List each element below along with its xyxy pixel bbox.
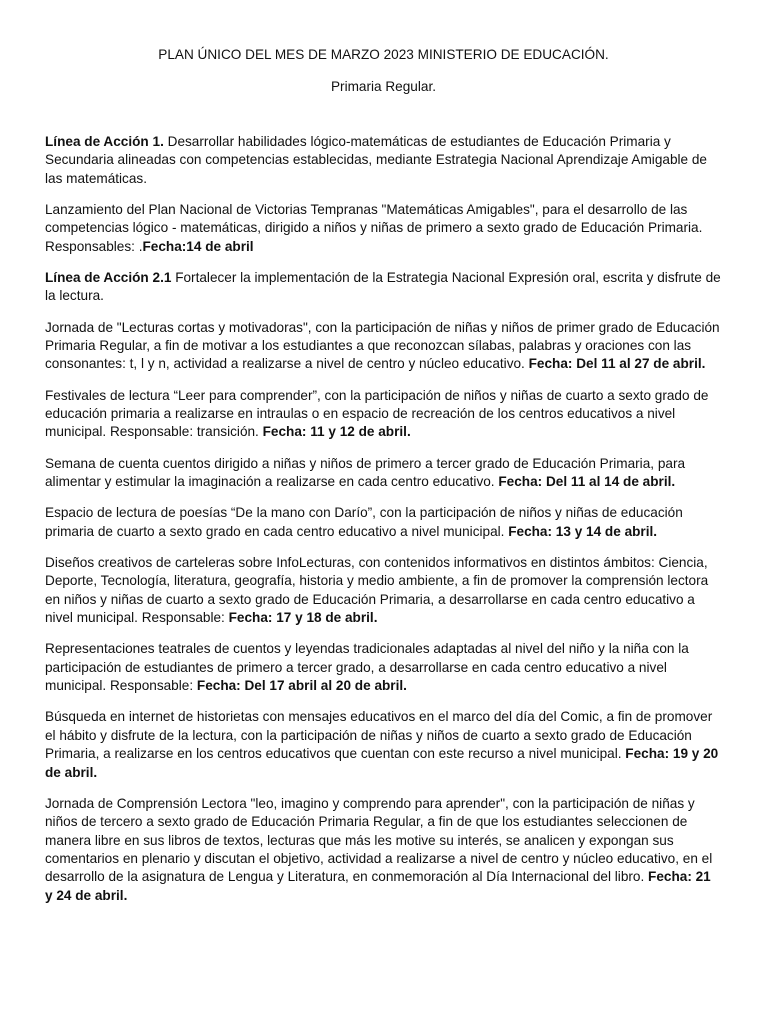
paragraph-cuenta-cuentos [45,455,722,492]
paragraph-body: Representaciones teatrales de cuentos y leyendas tradicionales adaptadas al nivel del niño y la niña con la participación de estudiantes de primero a tercer grado, a desarrollarse en cada centro educativo a nivel municipal. Responsable: [45,641,689,694]
paragraph-body: Espacio de lectura de poesías “De la mano con Darío”, con la participación de niños y niñas de educación primaria de cuarto a sexto grado en cada centro educativo a nivel municipal. [45,505,683,539]
paragraph-linea-accion-1 [45,133,722,188]
paragraph-body: Desarrollar habilidades lógico-matemáticas de estudiantes de Educación Primaria y Secundaria alineadas con competencias establecidas, mediante Estrategia Nacional Aprendizaje Amigable de las matemáticas. [45,134,707,186]
paragraph-representaciones-teatrales [45,640,722,695]
paragraph-date: Fecha: 21 y 24 de abril. [45,869,711,903]
paragraph-date: Fecha: 17 y 18 de abril. [228,610,378,626]
paragraph-lanzamiento-plan [45,201,722,256]
paragraph-linea-accion-2-1 [45,269,722,306]
paragraph-body: Jornada de Comprensión Lectora "leo, imagino y comprendo para aprender", con la participación de niñas y niños de tercero a sexto grado de Educación Primaria Regular, a fin de que los estudiantes seleccionen de manera libre en sus libros de textos, lecturas que más les motive su interés, se analicen y expongan sus comentarios en plenario y discutan el objetivo, actividad a realizarse a nivel de centro y núcleo educativo, en el desarrollo de la asignatura de Lengua y Literatura, en conmemoración al Día Internacional del libro. [45,795,713,885]
paragraph-body: Festivales de lectura “Leer para comprender”, con la participación de niños y niñas de cuarto a sexto grado de educación primaria a realizarse en intraulas o en espacio de recreación de los centros educativos a nivel municipal. Responsable: transición. [45,387,709,440]
document-content [45,133,722,905]
paragraph-body: Lanzamiento del Plan Nacional de Victorias Tempranas "Matemáticas Amigables", para el desarrollo de las competencias lógico - matemáticas, dirigido a niños y niñas de primero a sexto grado de Educación Primaria. Responsables: . [45,202,703,254]
paragraph-body: Jornada de "Lecturas cortas y motivadoras", con la participación de niñas y niños de primer grado de Educación Primaria Regular, a fin de motivar a los estudiantes a que reconozcan sílabas, palabras y oraciones con las consonantes: t, l y n, actividad a realizarse a nivel de centro y núcleo educativo. [45,319,720,372]
paragraph-comprension-lectora [45,795,722,905]
paragraph-date: Fecha:14 de abril [142,238,254,254]
paragraph-poesias-dario [45,504,722,541]
paragraph-date: Fecha: 11 y 12 de abril. [262,424,411,440]
paragraph-date: Fecha: Del 11 al 14 de abril. [498,474,676,490]
paragraph-date: Fecha: 13 y 14 de abril. [508,523,658,539]
document-title: PLAN ÚNICO DEL MES DE MARZO 2023 MINISTERIO DE EDUCACIÓN. [158,47,609,62]
paragraph-jornada-lecturas [45,319,722,374]
paragraph-date: Fecha: Del 11 al 27 de abril. [528,356,706,372]
paragraph-date: Fecha: 19 y 20 de abril. [45,746,719,780]
paragraph-festivales-lectura [45,387,722,442]
paragraph-historietas-comic [45,708,722,782]
paragraph-lead: Línea de Acción 1. [45,134,164,149]
paragraph-body: Semana de cuenta cuentos dirigido a niñas y niños de primero a tercer grado de Educación Primaria, para alimentar y estimular la imaginación a realizarse en cada centro educativo. [45,455,686,490]
paragraph-lead: Línea de Acción 2.1 [45,270,172,286]
paragraph-carteleras-infolecturas [45,554,722,628]
paragraph-date: Fecha: Del 17 abril al 20 de abril. [196,678,407,694]
paragraph-body: Fortalecer la implementación de la Estrategia Nacional Expresión oral, escrita y disfrute de la lectura. [45,270,721,304]
paragraph-body: Búsqueda en internet de historietas con mensajes educativos en el marco del día del Comic, a fin de promover el hábito y disfrute de la lectura, con la participación de niñas y niños de cuarto a sexto grado de Educación Primaria, a realizarse en los centros educativos que cuentan con este recurso a nivel municipal. [45,709,713,762]
paragraph-body: Diseños creativos de carteleras sobre InfoLecturas, con contenidos informativos en distintos ámbitos: Ciencia, Deporte, Tecnología, literatura, geografía, historia y medio ambiente, a fin de promover la comprensión lectora en niños y niñas de cuarto a sexto grado de Educación Primaria, a desarrollarse en cada centro educativo a nivel municipal. Responsable: [45,554,709,626]
document-subtitle: Primaria Regular. [330,79,436,94]
